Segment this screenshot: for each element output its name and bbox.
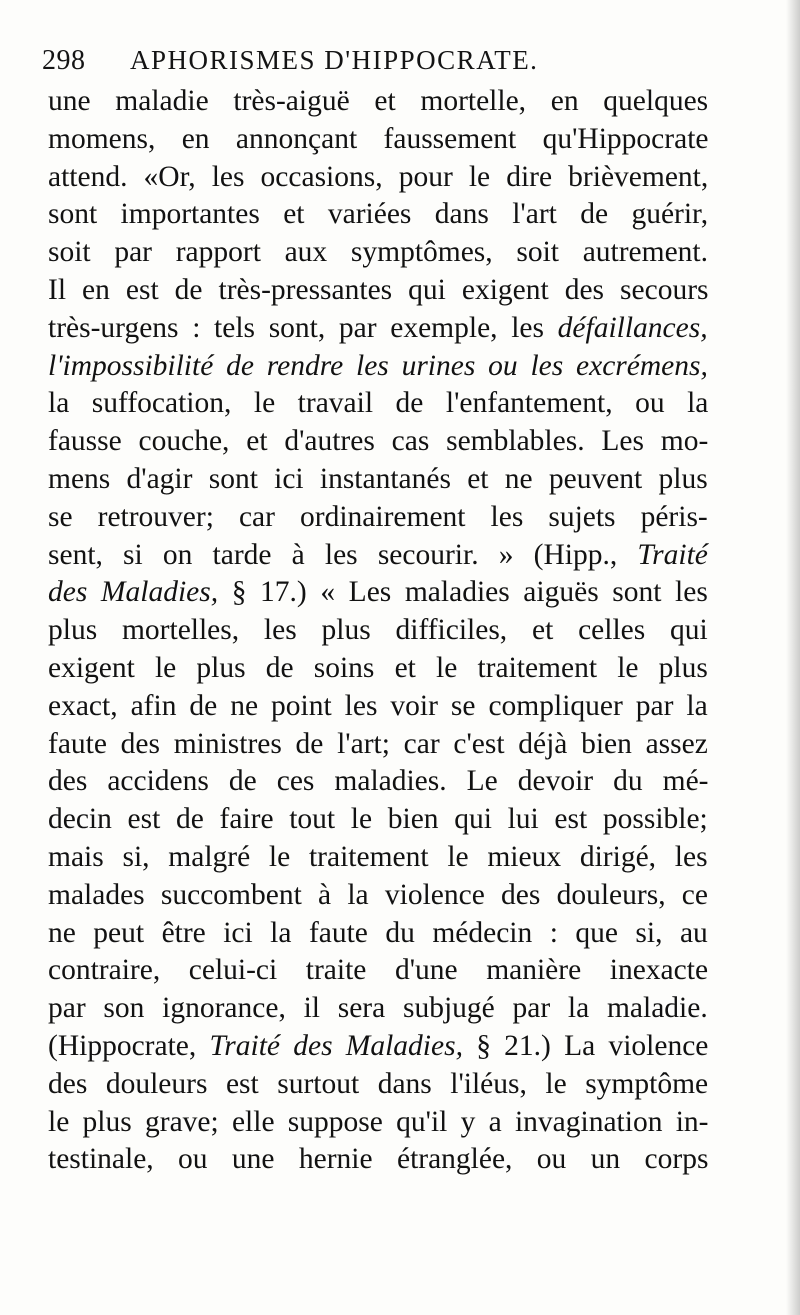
text-line-28: le plus grave; elle suppose qu'il y a invagination in- xyxy=(48,1105,709,1138)
text-line-8 xyxy=(48,348,708,386)
text-line-9: la suffocation, le travail de l'enfantement, ou la xyxy=(48,387,709,420)
text-line-22: malades succombent à la violence des douleurs, ce xyxy=(48,878,708,911)
text-line-20: decin est de faire tout le bien qui lui est possible; xyxy=(48,803,708,836)
text-line-12: se retrouver; car ordinairement les sujets péris- xyxy=(48,500,708,533)
text-line-14 xyxy=(48,574,708,612)
text-line-11: mens d'agir sont ici instantanés et ne peuvent plus xyxy=(48,462,708,495)
page-number: 298 xyxy=(42,45,86,76)
text-line-16: exigent le plus de soins et le traitement le plus xyxy=(48,651,708,684)
page-header xyxy=(42,36,742,84)
body-text xyxy=(48,83,708,1179)
text-line-15: plus mortelles, les plus difficiles, et celles qui xyxy=(48,614,708,647)
text-line-6: Il en est de très-pressantes qui exigent des secours xyxy=(48,273,709,306)
text-line-13 xyxy=(48,537,708,575)
text-line-23: ne peut être ici la faute du médecin : que si, au xyxy=(48,916,708,949)
running-title: APHORISMES D'HIPPOCRATE. xyxy=(130,45,539,75)
text-line-1: une maladie très-aiguë et mortelle, en quelques xyxy=(48,85,709,117)
text-line-26 xyxy=(48,1028,708,1066)
text-line-18: faute des ministres de l'art; car c'est déjà bien assez xyxy=(48,727,708,760)
text-line-7-italic: défaillances, xyxy=(557,311,708,344)
text-line-27: des douleurs est surtout dans l'iléus, le symptôme xyxy=(48,1067,709,1100)
text-line-8-italic: l'impossibilité de rendre les urines ou les excrémens, xyxy=(48,349,708,382)
text-line-26-italic: Traité des Maladies, xyxy=(209,1029,463,1062)
text-line-29: testinale, ou une hernie étranglée, ou un corps xyxy=(48,1143,709,1176)
text-line-2: momens, en annonçant faussement qu'Hippocrate xyxy=(48,122,709,155)
text-line-5: soit par rapport aux symptômes, soit autrement. xyxy=(48,236,709,269)
text-line-7-roman: très-urgens : tels sont, par exemple, les xyxy=(48,311,544,344)
text-line-25: par son ignorance, il sera subjugé par la maladie. xyxy=(48,992,708,1025)
text-line-14-roman: § 17.) « Les maladies aiguës sont les xyxy=(218,576,708,609)
text-line-7 xyxy=(48,310,708,348)
text-line-13-italic: Traité xyxy=(637,538,708,571)
text-line-14-italic: des Maladies, xyxy=(48,576,219,609)
text-line-24: contraire, celui-ci traite d'une manière inexacte xyxy=(48,954,709,987)
text-line-19: des accidens de ces maladies. Le devoir du mé- xyxy=(48,765,709,798)
text-line-17: exact, afin de ne point les voir se compliquer par la xyxy=(48,689,708,722)
text-line-10: fausse couche, et d'autres cas semblables. Les mo- xyxy=(48,425,709,458)
page-edge-shadow xyxy=(786,0,800,1315)
text-line-26-roman: (Hippocrate, xyxy=(48,1029,197,1062)
text-line-13-roman: sent, si on tarde à les secourir. » (Hipp., xyxy=(48,538,618,571)
text-line-3: attend. «Or, les occasions, pour le dire brièvement, xyxy=(48,160,709,193)
text-line-21: mais si, malgré le traitement le mieux dirigé, les xyxy=(48,840,708,873)
text-line-26-roman-end: § 21.) La violence xyxy=(462,1029,709,1062)
text-line-4: sont importantes et variées dans l'art de guérir, xyxy=(48,198,709,231)
